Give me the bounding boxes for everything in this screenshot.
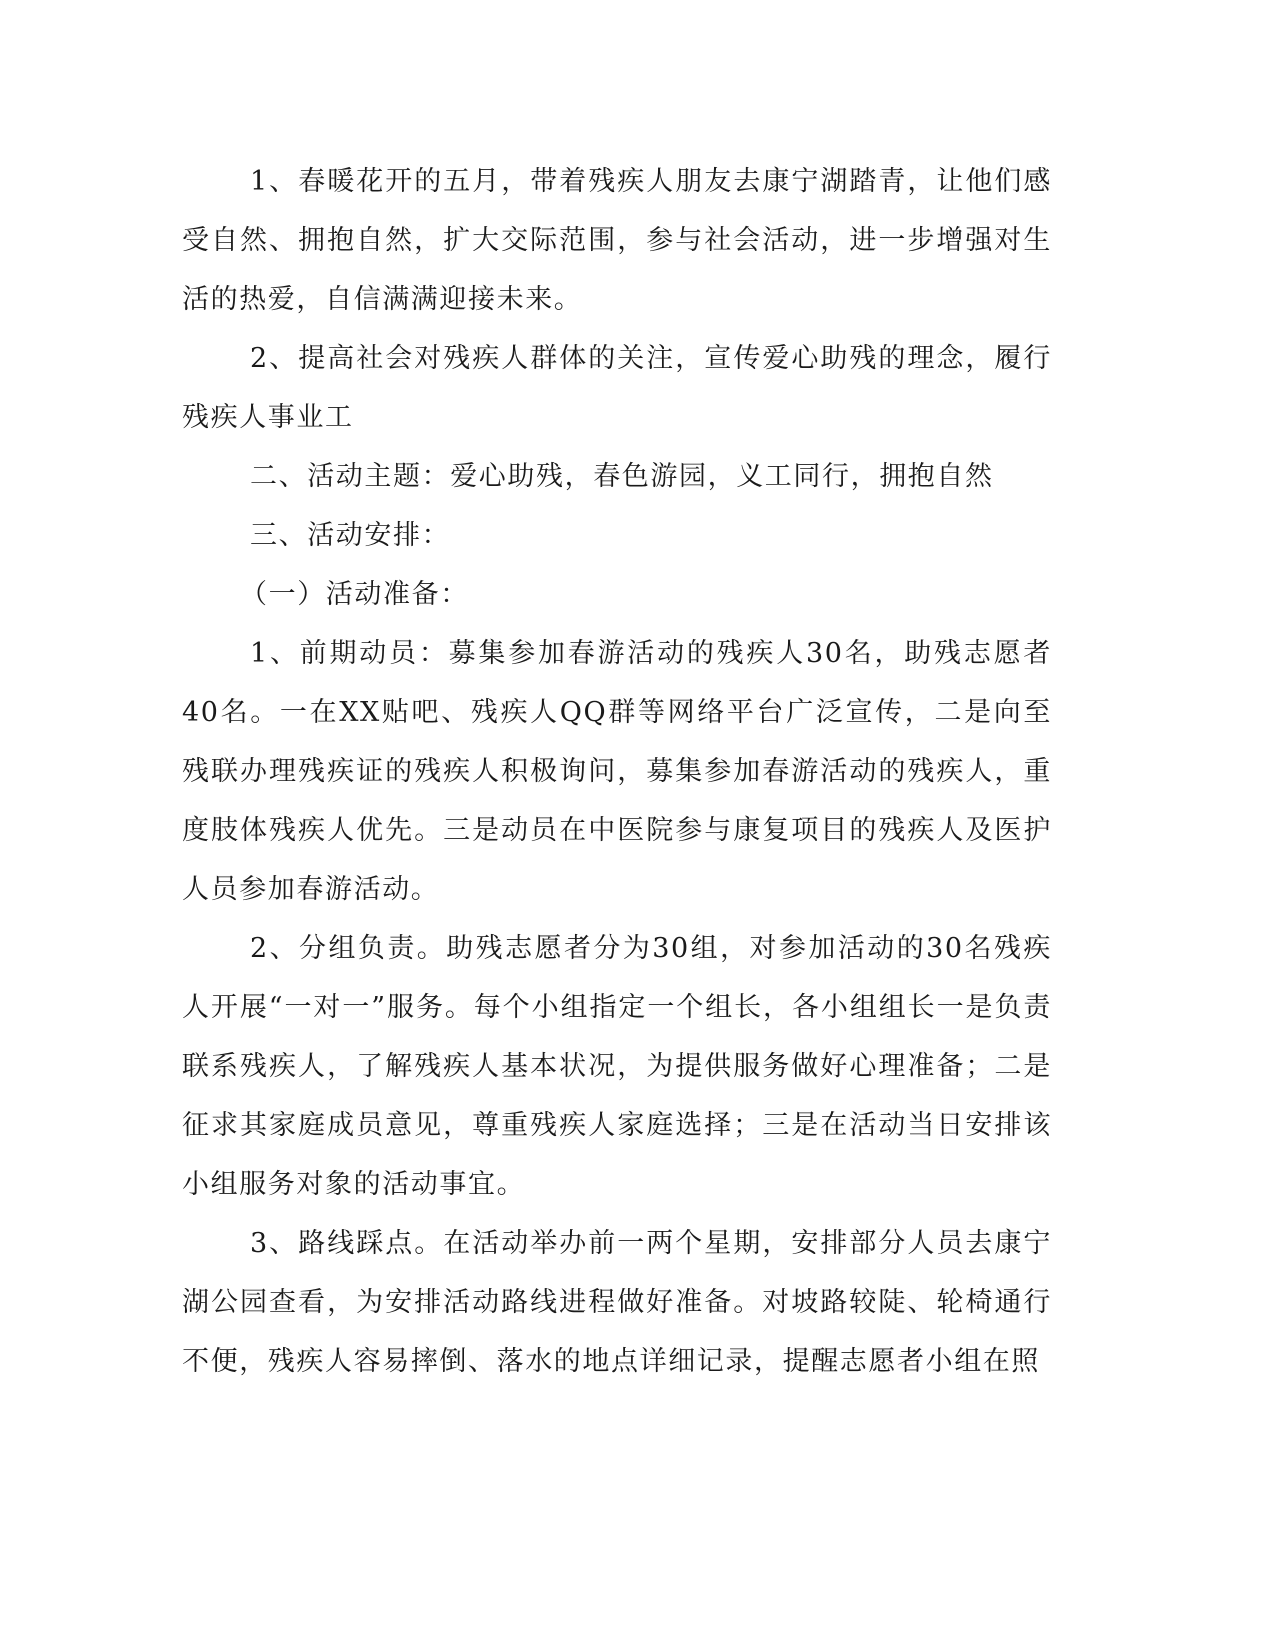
- document-body: [182, 152, 1052, 1391]
- paragraph-grouping: 2、分组负责。助残志愿者分为30组，对参加活动的30名残疾人开展“一对一”服务。每个小组指定一个组长，各小组组长一是负责联系残疾人，了解残疾人基本状况，为提供服务做好心理准备；二是征求其家庭成员意见，尊重残疾人家庭选择；三是在活动当日安排该小组服务对象的活动事宜。: [182, 933, 1052, 1200]
- paragraph-goal-2: 2、提高社会对残疾人群体的关注，宣传爱心助残的理念，履行残疾人事业工: [182, 343, 1052, 433]
- paragraph-goal-1: 1、春暖花开的五月，带着残疾人朋友去康宁湖踏青，让他们感受自然、拥抱自然，扩大交际范围，参与社会活动，进一步增强对生活的热爱，自信满满迎接未来。: [182, 166, 1052, 315]
- section-heading-arrangement: 三、活动安排：: [250, 520, 451, 551]
- section-heading-theme: 二、活动主题：爱心助残，春色游园，义工同行，拥抱自然: [250, 461, 994, 492]
- paragraph-mobilization: 1、前期动员：募集参加春游活动的残疾人30名，助残志愿者40名。一在XX贴吧、残疾人QQ群等网络平台广泛宣传，二是向至残联办理残疾证的残疾人积极询问，募集参加春游活动的残疾人，重度肢体残疾人优先。三是动员在中医院参与康复项目的残疾人及医护人员参加春游活动。: [182, 638, 1052, 905]
- paragraph-route-survey: 3、路线踩点。在活动举办前一两个星期，安排部分人员去康宁湖公园查看，为安排活动路线进程做好准备。对坡路较陡、轮椅通行不便，残疾人容易摔倒、落水的地点详细记录，提醒志愿者小组在照: [182, 1228, 1052, 1377]
- subsection-heading-preparation: （一）活动准备：: [240, 579, 469, 610]
